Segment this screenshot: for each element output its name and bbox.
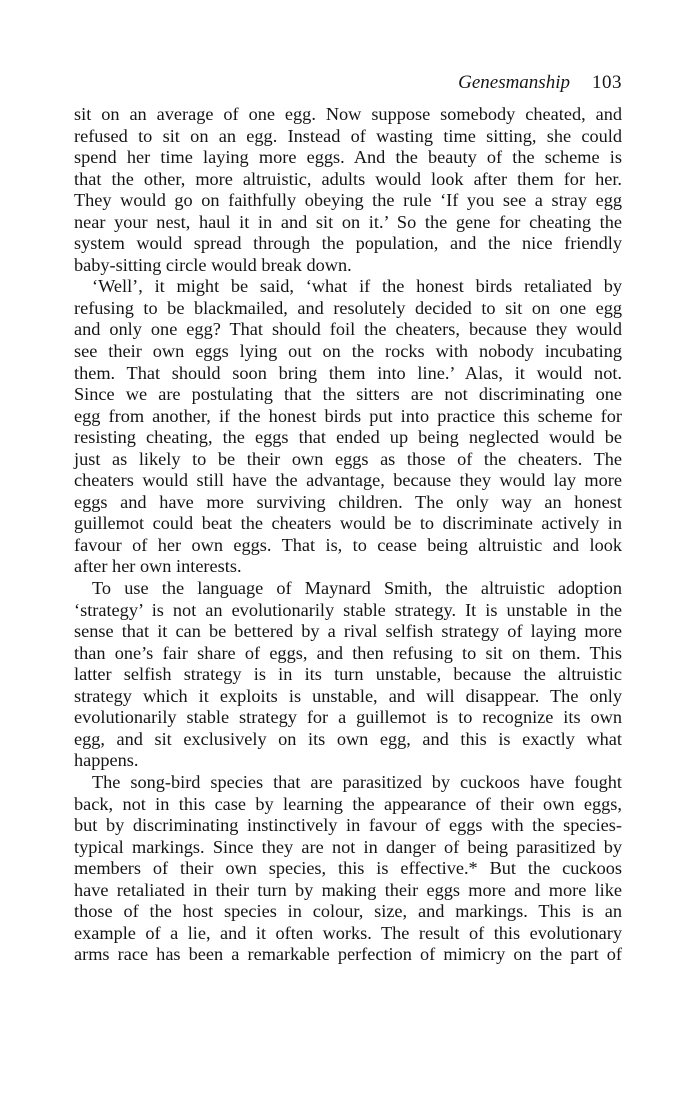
text-line: those of the host species in colour, size, and markings. This is an (74, 901, 622, 922)
text-line: baby-sitting circle would break down. (74, 254, 352, 275)
text-line: them. That should soon bring them into line.’ Alas, it would not. (74, 362, 622, 383)
text-line: sit on an average of one egg. Now suppose somebody cheated, and (74, 104, 622, 124)
text-line: members of their own species, this is effective.* But the cuckoos (74, 858, 622, 879)
text-line: ‘Well’, it might be said, ‘what if the honest birds retaliated by (92, 276, 622, 297)
text-line: arms race has been a remarkable perfection of mimicry on the part of (74, 944, 622, 965)
text-line: and only one egg? That should foil the cheaters, because they would (74, 319, 622, 340)
text-line: see their own eggs lying out on the rocks with nobody incubating (74, 341, 622, 362)
text-line: The song-bird species that are parasitized by cuckoos have fought (92, 771, 622, 792)
text-line: have retaliated in their turn by making their eggs more and more like (74, 879, 622, 900)
text-line: cheaters would still have the advantage, because they would lay more (74, 470, 622, 491)
text-line: refused to sit on an egg. Instead of wasting time sitting, she could (74, 125, 622, 146)
text-line: They would go on faithfully obeying the rule ‘If you see a stray egg (74, 190, 622, 211)
text-line: but by discriminating instinctively in favour of eggs with the species- (74, 815, 622, 836)
text-line: latter selfish strategy is in its turn unstable, because the altruistic (74, 664, 622, 685)
text-line: evolutionarily stable strategy for a guillemot is to recognize its own (74, 707, 622, 728)
text-line: spend her time laying more eggs. And the beauty of the scheme is (74, 147, 622, 168)
text-line: strategy which it exploits is unstable, and will disappear. The only (74, 685, 622, 706)
body-text (74, 104, 622, 966)
text-line: system would spread through the population, and the nice friendly (74, 233, 622, 254)
text-line: than one’s fair share of eggs, and then refusing to sit on them. This (74, 642, 622, 663)
text-line: favour of her own eggs. That is, to cease being altruistic and look (74, 534, 622, 555)
text-line: sense that it can be bettered by a rival selfish strategy of laying more (74, 621, 622, 642)
text-line: refusing to be blackmailed, and resolutely decided to sit on one egg (74, 297, 622, 318)
text-line: guillemot could beat the cheaters would be to discriminate actively in (74, 513, 622, 534)
text-line: egg, and sit exclusively on its own egg, and this is exactly what (74, 728, 622, 749)
text-line: after her own interests. (74, 556, 242, 577)
text-line: typical markings. Since they are not in danger of being parasitized by (74, 836, 622, 857)
text-line: ‘strategy’ is not an evolutionarily stable strategy. It is unstable in the (74, 599, 622, 620)
text-line: resisting cheating, the eggs that ended up being neglected would be (74, 427, 622, 448)
text-line: To use the language of Maynard Smith, the altruistic adoption (92, 578, 622, 599)
text-line: eggs and have more surviving children. The only way an honest (74, 491, 622, 512)
running-title: Genesmanship (458, 72, 570, 93)
text-line: near your nest, haul it in and sit on it.’ So the gene for cheating the (74, 211, 622, 232)
text-line: just as likely to be their own eggs as those of the cheaters. The (74, 448, 622, 469)
text-line: Since we are postulating that the sitters are not discriminating one (74, 384, 622, 405)
text-line: example of a lie, and it often works. The result of this evolutionary (74, 922, 622, 943)
page-number: 103 (592, 72, 622, 93)
text-line: back, not in this case by learning the appearance of their own eggs, (74, 793, 622, 814)
text-line: egg from another, if the honest birds put into practice this scheme for (74, 405, 622, 426)
text-line: that the other, more altruistic, adults would look after them for her. (74, 168, 622, 189)
text-line: happens. (74, 750, 139, 771)
running-head (74, 72, 622, 100)
